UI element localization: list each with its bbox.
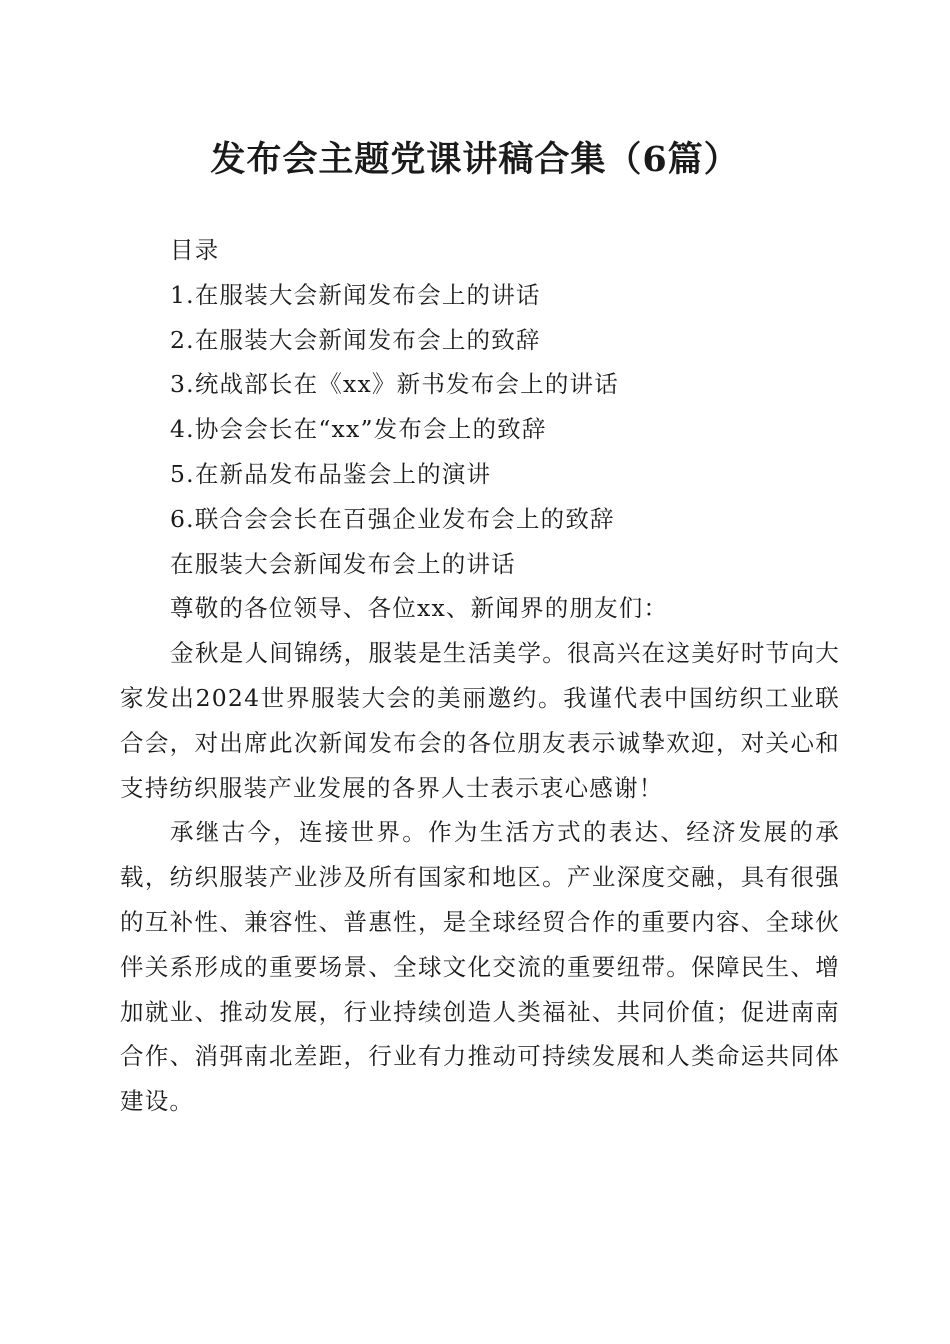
article-paragraph-2: 承继古今，连接世界。作为生活方式的表达、经济发展的承载，纺织服装产业涉及所有国家和地区。产业深度交融，具有很强的互补性、兼容性、普惠性，是全球经贸合作的重要内容、全球伙伴关系形成的重要场景、全球文化交流的重要纽带。保障民生、增加就业、推动发展，行业持续创造人类福祉、共同价值；促进南南合作、消弭南北差距，行业有力推动可持续发展和人类命运共同体建设。 — [120, 818, 840, 1116]
toc-item-2: 2.在服装大会新闻发布会上的致辞 — [170, 325, 541, 354]
toc-item-6: 6.联合会会长在百强企业发布会上的致辞 — [170, 504, 615, 533]
article-paragraph-1: 金秋是人间锦绣，服装是生活美学。很高兴在这美好时节向大家发出2024世界服装大会的美丽邀约。我谨代表中国纺织工业联合会，对出席此次新闻发布会的各位朋友表示诚挚欢迎，对关心和支持纺织服装产业发展的各界人士表示衷心感谢！ — [120, 639, 840, 802]
document-body — [120, 228, 840, 1124]
article-salutation: 尊敬的各位领导、各位xx、新闻界的朋友们： — [170, 594, 669, 623]
document-title: 发布会主题党课讲稿合集（6篇） — [210, 139, 740, 180]
toc-item-4: 4.协会会长在“xx”发布会上的致辞 — [170, 415, 547, 444]
toc-item-5: 5.在新品发布品鉴会上的演讲 — [170, 459, 492, 488]
toc-item-1: 1.在服装大会新闻发布会上的讲话 — [170, 280, 541, 309]
toc-heading: 目录 — [170, 236, 220, 264]
article-heading: 在服装大会新闻发布会上的讲话 — [170, 549, 516, 578]
toc-item-3: 3.统战部长在《xx》新书发布会上的讲话 — [170, 370, 619, 399]
